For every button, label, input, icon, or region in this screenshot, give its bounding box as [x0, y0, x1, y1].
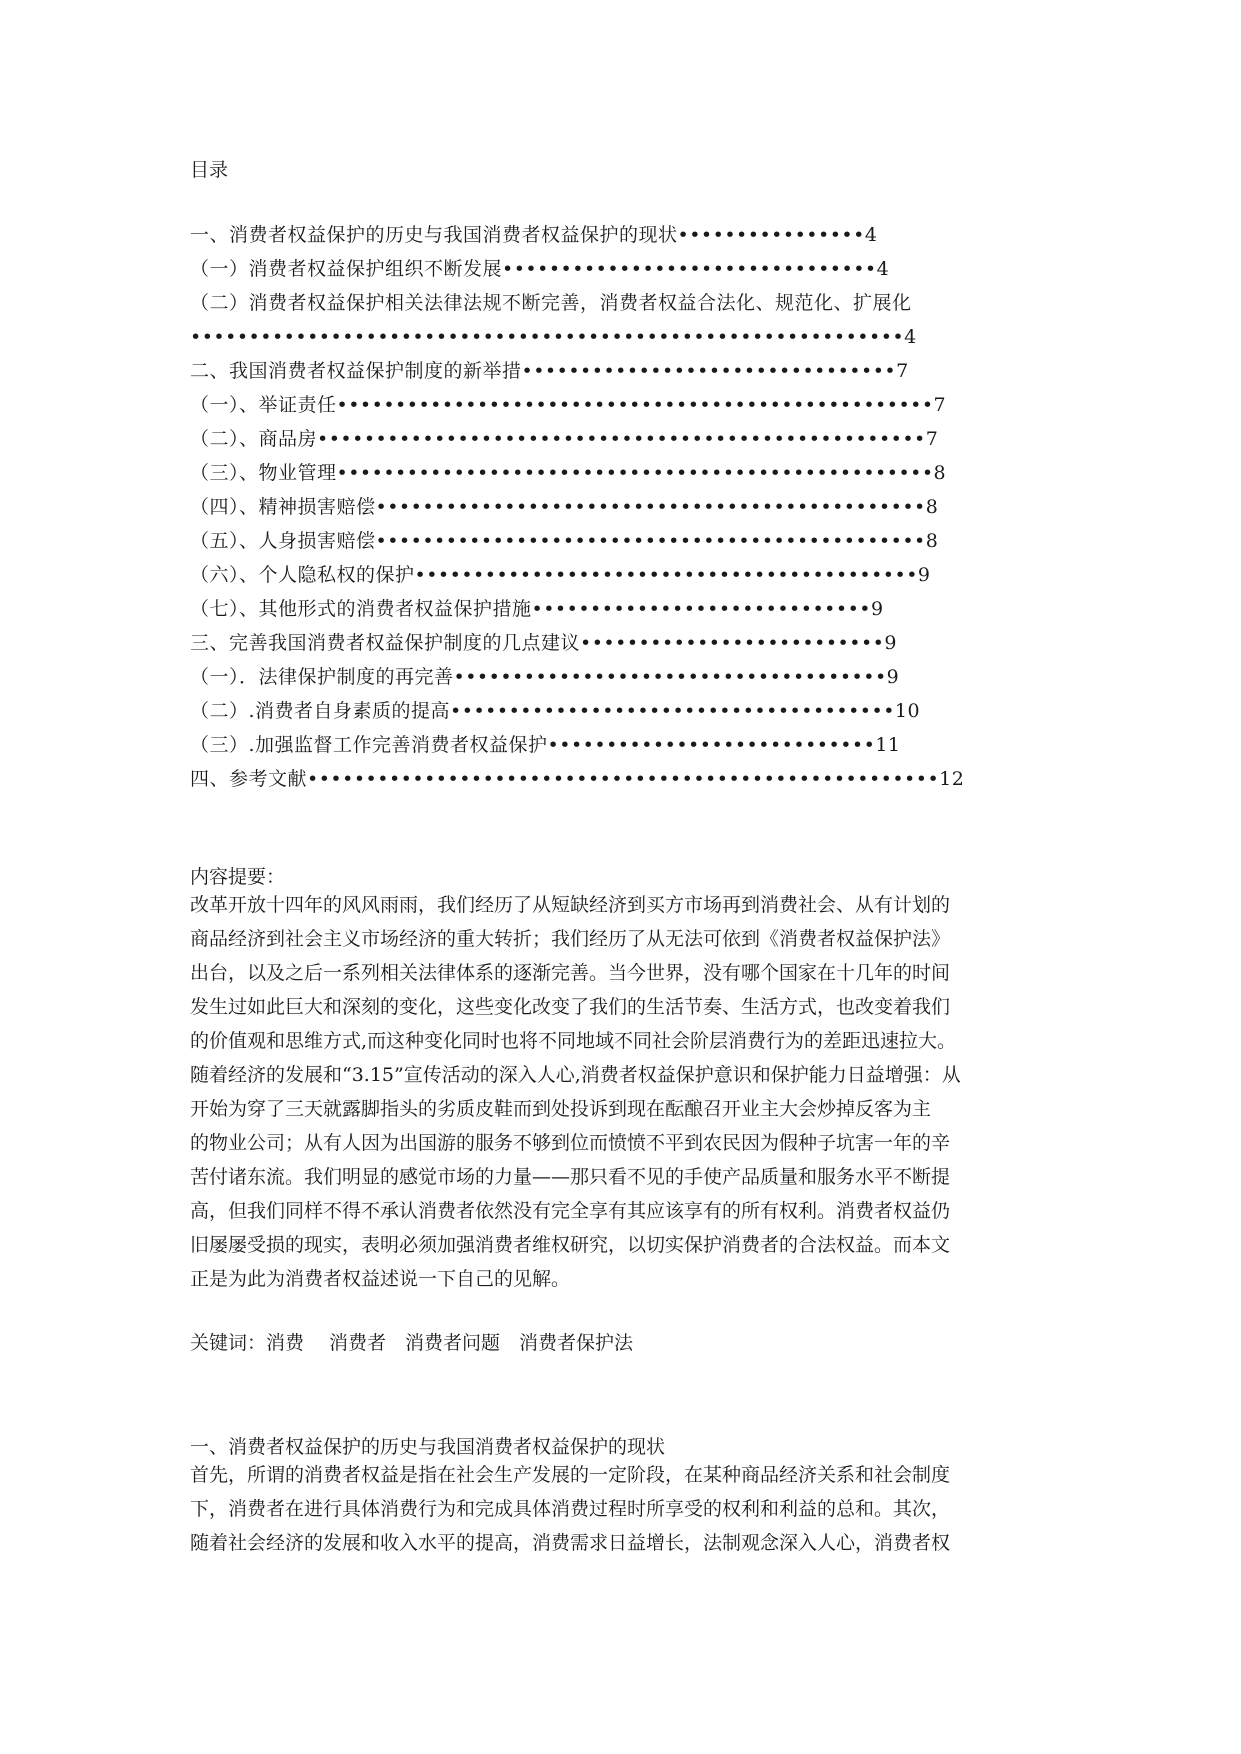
abstract-line: 随着经济的发展和“3.15”宣传活动的深入人心,消费者权益保护意识和保护能力日益增强：从 [190, 1064, 961, 1086]
abstract-line: 的价值观和思维方式,而这种变化同时也将不同地域不同社会阶层消费行为的差距迅速拉大。 [190, 1030, 957, 1052]
section-line: 随着社会经济的发展和收入水平的提高，消费需求日益增长，法制观念深入人心，消费者权 [190, 1532, 951, 1554]
toc-entry: 四、参考文献••••••••••••••••••••••••••••••••••••••••••••••••••••••12 [190, 768, 965, 790]
abstract-line: 出台，以及之后一系列相关法律体系的逐渐完善。当今世界，没有哪个国家在十几年的时间 [190, 962, 951, 984]
abstract-line: 改革开放十四年的风风雨雨，我们经历了从短缺经济到买方市场再到消费社会、从有计划的 [190, 894, 951, 916]
section-line: 首先，所谓的消费者权益是指在社会生产发展的一定阶段，在某种商品经济关系和社会制度 [190, 1464, 951, 1486]
abstract-heading: 内容提要： [190, 866, 286, 888]
toc-entry: （一）、举证责任•••••••••••••••••••••••••••••••••••••••••••••••••••7 [190, 394, 947, 416]
abstract-line: 正是为此为消费者权益述说一下自己的见解。 [190, 1268, 571, 1290]
toc-entry-continuation: •••••••••••••••••••••••••••••••••••••••••••••••••••••••••••••4 [190, 326, 917, 348]
abstract-line: 开始为穿了三天就露脚指头的劣质皮鞋而到处投诉到现在酝酿召开业主大会炒掉反客为主 [190, 1098, 932, 1120]
keywords: 关键词：消费 消费者 消费者问题 消费者保护法 [190, 1332, 634, 1354]
abstract-line: 高，但我们同样不得不承认消费者依然没有完全享有其应该享有的所有权利。消费者权益仍 [190, 1200, 951, 1222]
abstract-line: 发生过如此巨大和深刻的变化，这些变化改变了我们的生活节奏、生活方式，也改变着我们 [190, 996, 951, 1018]
toc-entry: （一）消费者权益保护组织不断发展••••••••••••••••••••••••••••••••4 [190, 258, 890, 280]
toc-entry: （二）.消费者自身素质的提高••••••••••••••••••••••••••••••••••••••10 [190, 700, 921, 722]
abstract-body [190, 888, 1060, 1296]
toc-entry: （七）、其他形式的消费者权益保护措施•••••••••••••••••••••••••••••9 [190, 598, 884, 620]
abstract-line: 商品经济到社会主义市场经济的重大转折；我们经历了从无法可依到《消费者权益保护法》 [190, 928, 951, 950]
section-body [190, 1458, 1060, 1560]
toc-entry: （二）、商品房••••••••••••••••••••••••••••••••••••••••••••••••••••7 [190, 428, 939, 450]
toc-entry: （一）．法律保护制度的再完善•••••••••••••••••••••••••••••••••••••9 [190, 666, 900, 688]
section-line: 下，消费者在进行具体消费行为和完成具体消费过程时所享受的权利和利益的总和。其次， [190, 1498, 951, 1520]
toc-entry: （二）消费者权益保护相关法律法规不断完善，消费者权益合法化、规范化、扩展化 [190, 292, 912, 314]
abstract-line: 的物业公司；从有人因为出国游的服务不够到位而愤愤不平到农民因为假种子坑害一年的辛 [190, 1132, 951, 1154]
section-heading: 一、消费者权益保护的历史与我国消费者权益保护的现状 [190, 1436, 666, 1458]
toc-entry: （四）、精神损害赔偿•••••••••••••••••••••••••••••••••••••••••••••••8 [190, 496, 939, 518]
toc-entry: 三、完善我国消费者权益保护制度的几点建议••••••••••••••••••••••••••9 [190, 632, 897, 654]
toc-entry: 一、消费者权益保护的历史与我国消费者权益保护的现状••••••••••••••••4 [190, 224, 878, 246]
abstract-line: 旧屡屡受损的现实，表明必须加强消费者维权研究，以切实保护消费者的合法权益。而本文 [190, 1234, 951, 1256]
toc-entry: （三）.加强监督工作完善消费者权益保护••••••••••••••••••••••••••••11 [190, 734, 901, 756]
toc-entry: （三）、物业管理•••••••••••••••••••••••••••••••••••••••••••••••••••8 [190, 462, 947, 484]
toc-entry: （六）、个人隐私权的保护•••••••••••••••••••••••••••••••••••••••••••9 [190, 564, 931, 586]
abstract-line: 苦付诸东流。我们明显的感觉市场的力量——那只看不见的手使产品质量和服务水平不断提 [190, 1166, 951, 1188]
toc-entry: （五）、人身损害赔偿•••••••••••••••••••••••••••••••••••••••••••••••8 [190, 530, 939, 552]
toc-title: 目录 [190, 159, 229, 181]
toc-entry: 二、我国消费者权益保护制度的新举措••••••••••••••••••••••••••••••••7 [190, 360, 909, 382]
